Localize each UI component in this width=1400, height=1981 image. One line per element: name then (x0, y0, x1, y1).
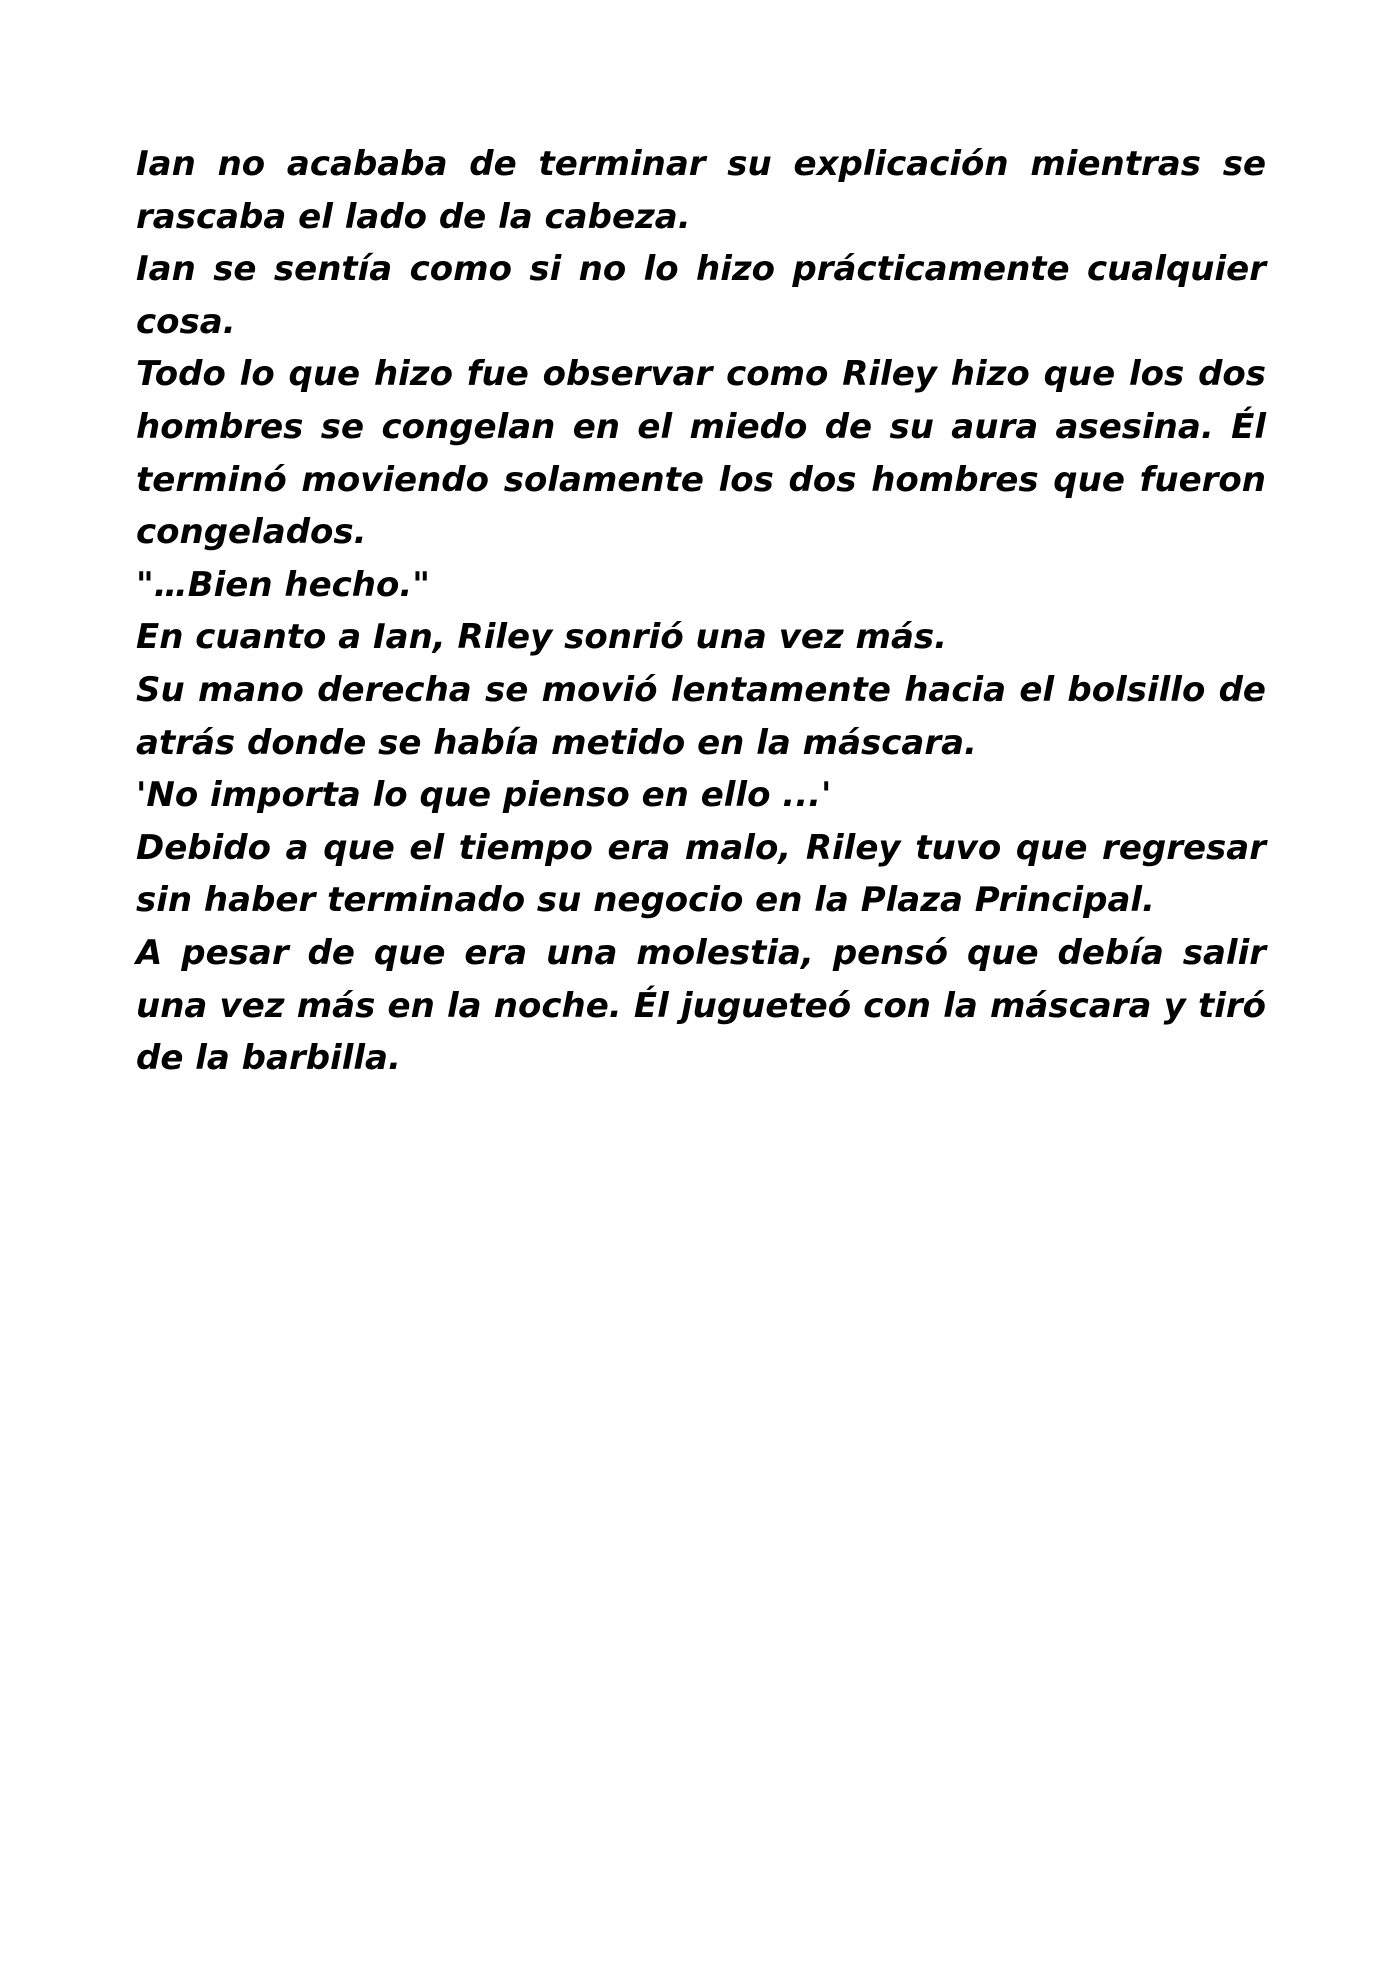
body-text (136, 138, 1266, 1085)
paragraph: 'No importa lo que pienso en ello ...' (136, 775, 832, 816)
paragraph: Ian no acababa de terminar su explicación mientras se rascaba el lado de la cabeza. (136, 144, 1266, 237)
paragraph: "…Bien hecho." (136, 564, 430, 605)
paragraph: Su mano derecha se movió lentamente hacia el bolsillo de atrás donde se había metido en la máscara. (136, 669, 1266, 763)
paragraph: Debido a que el tiempo era malo, Riley tuvo que regresar sin haber terminado su negocio en la Plaza Principal. (136, 827, 1266, 921)
paragraph: Ian se sentía como si no lo hizo prácticamente cualquier cosa. (136, 249, 1266, 342)
paragraph: A pesar de que era una molestia, pensó que debía salir una vez más en la noche. Él jugueteó con la máscara y tiró de la barbilla. (136, 932, 1266, 1079)
paragraph: Todo lo que hizo fue observar como Riley hizo que los dos hombres se congelan en el miedo de su aura asesina. Él terminó moviendo solamente los dos hombres que fueron congelados. (136, 354, 1266, 553)
paragraph: En cuanto a Ian, Riley sonrió una vez más. (136, 617, 948, 658)
